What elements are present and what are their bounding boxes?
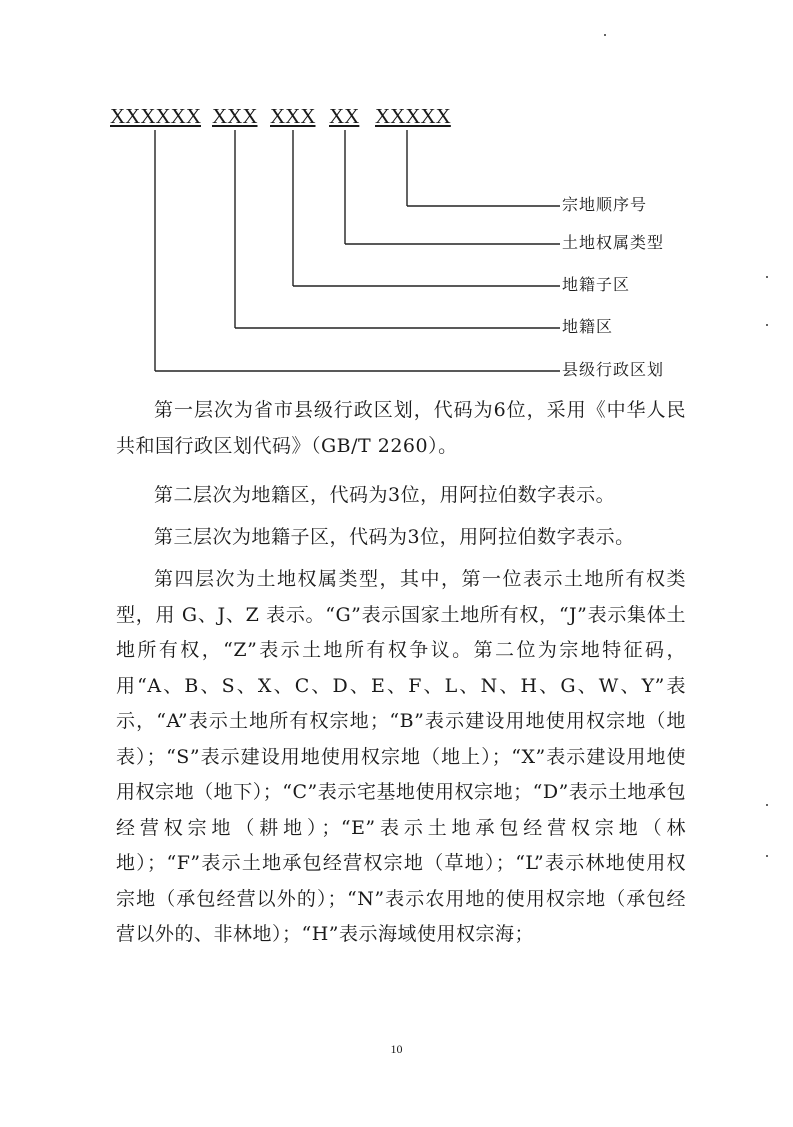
scan-speck [604,34,606,36]
paragraph-level-2: 第二层次为地籍区，代码为3位，用阿拉伯数字表示。 [154,484,616,506]
scan-speck [766,324,768,326]
legend-ownership-type: 土地权属类型 [562,233,665,252]
paragraph-level-1: 第一层次为省市县级行政区划，代码为6位，采用《中华人民共和国行政区划代码》（GB/T 2260）。 [116,399,686,457]
scan-speck [766,855,768,857]
code-segment-cadastral-subarea: XXX [270,104,316,128]
scan-speck [766,804,768,806]
paragraph-level-3: 第三层次为地籍子区，代码为3位，用阿拉伯数字表示。 [154,526,635,548]
code-segment-county: XXXXXX [110,104,201,128]
page-number: 10 [390,1042,403,1056]
code-structure-diagram [0,0,793,400]
code-segment-parcel-sequence: XXXXX [375,104,451,128]
legend-county: 县级行政区划 [562,360,665,379]
scan-speck [766,276,768,278]
code-segment-cadastral-area: XXX [212,104,258,128]
paragraph-level-4: 第四层次为土地权属类型，其中，第一位表示土地所有权类型，用 G、J、Z 表示。“G”表示国家土地所有权，“J”表示集体土地所有权，“Z”表示土地所有权争议。第二位为宗地特征码，用“A、B、S、X、C、D、E、F、L、N、H、G、W、Y”表示，“A”表示土地所有权宗地；“B”表示建设用地使用权宗地（地表）；“S”表示建设用地使用权宗地（地上）；“X”表示建设用地使用权宗地（地下）；“C”表示宅基地使用权宗地；“D”表示土地承包经营权宗地（耕地）；“E”表示土地承包经营权宗地（林地）；“F”表示土地承包经营权宗地（草地）；“L”表示林地使用权宗地（承包经营以外的）；“N”表示农用地的使用权宗地（承包经营以外的、非林地）；“H”表示海域使用权宗海； [116,568,686,945]
legend-parcel-sequence: 宗地顺序号 [562,195,648,214]
legend-cadastral-subarea: 地籍子区 [562,275,631,294]
code-segment-ownership-type: XX [329,104,360,128]
legend-cadastral-area: 地籍区 [562,317,614,336]
